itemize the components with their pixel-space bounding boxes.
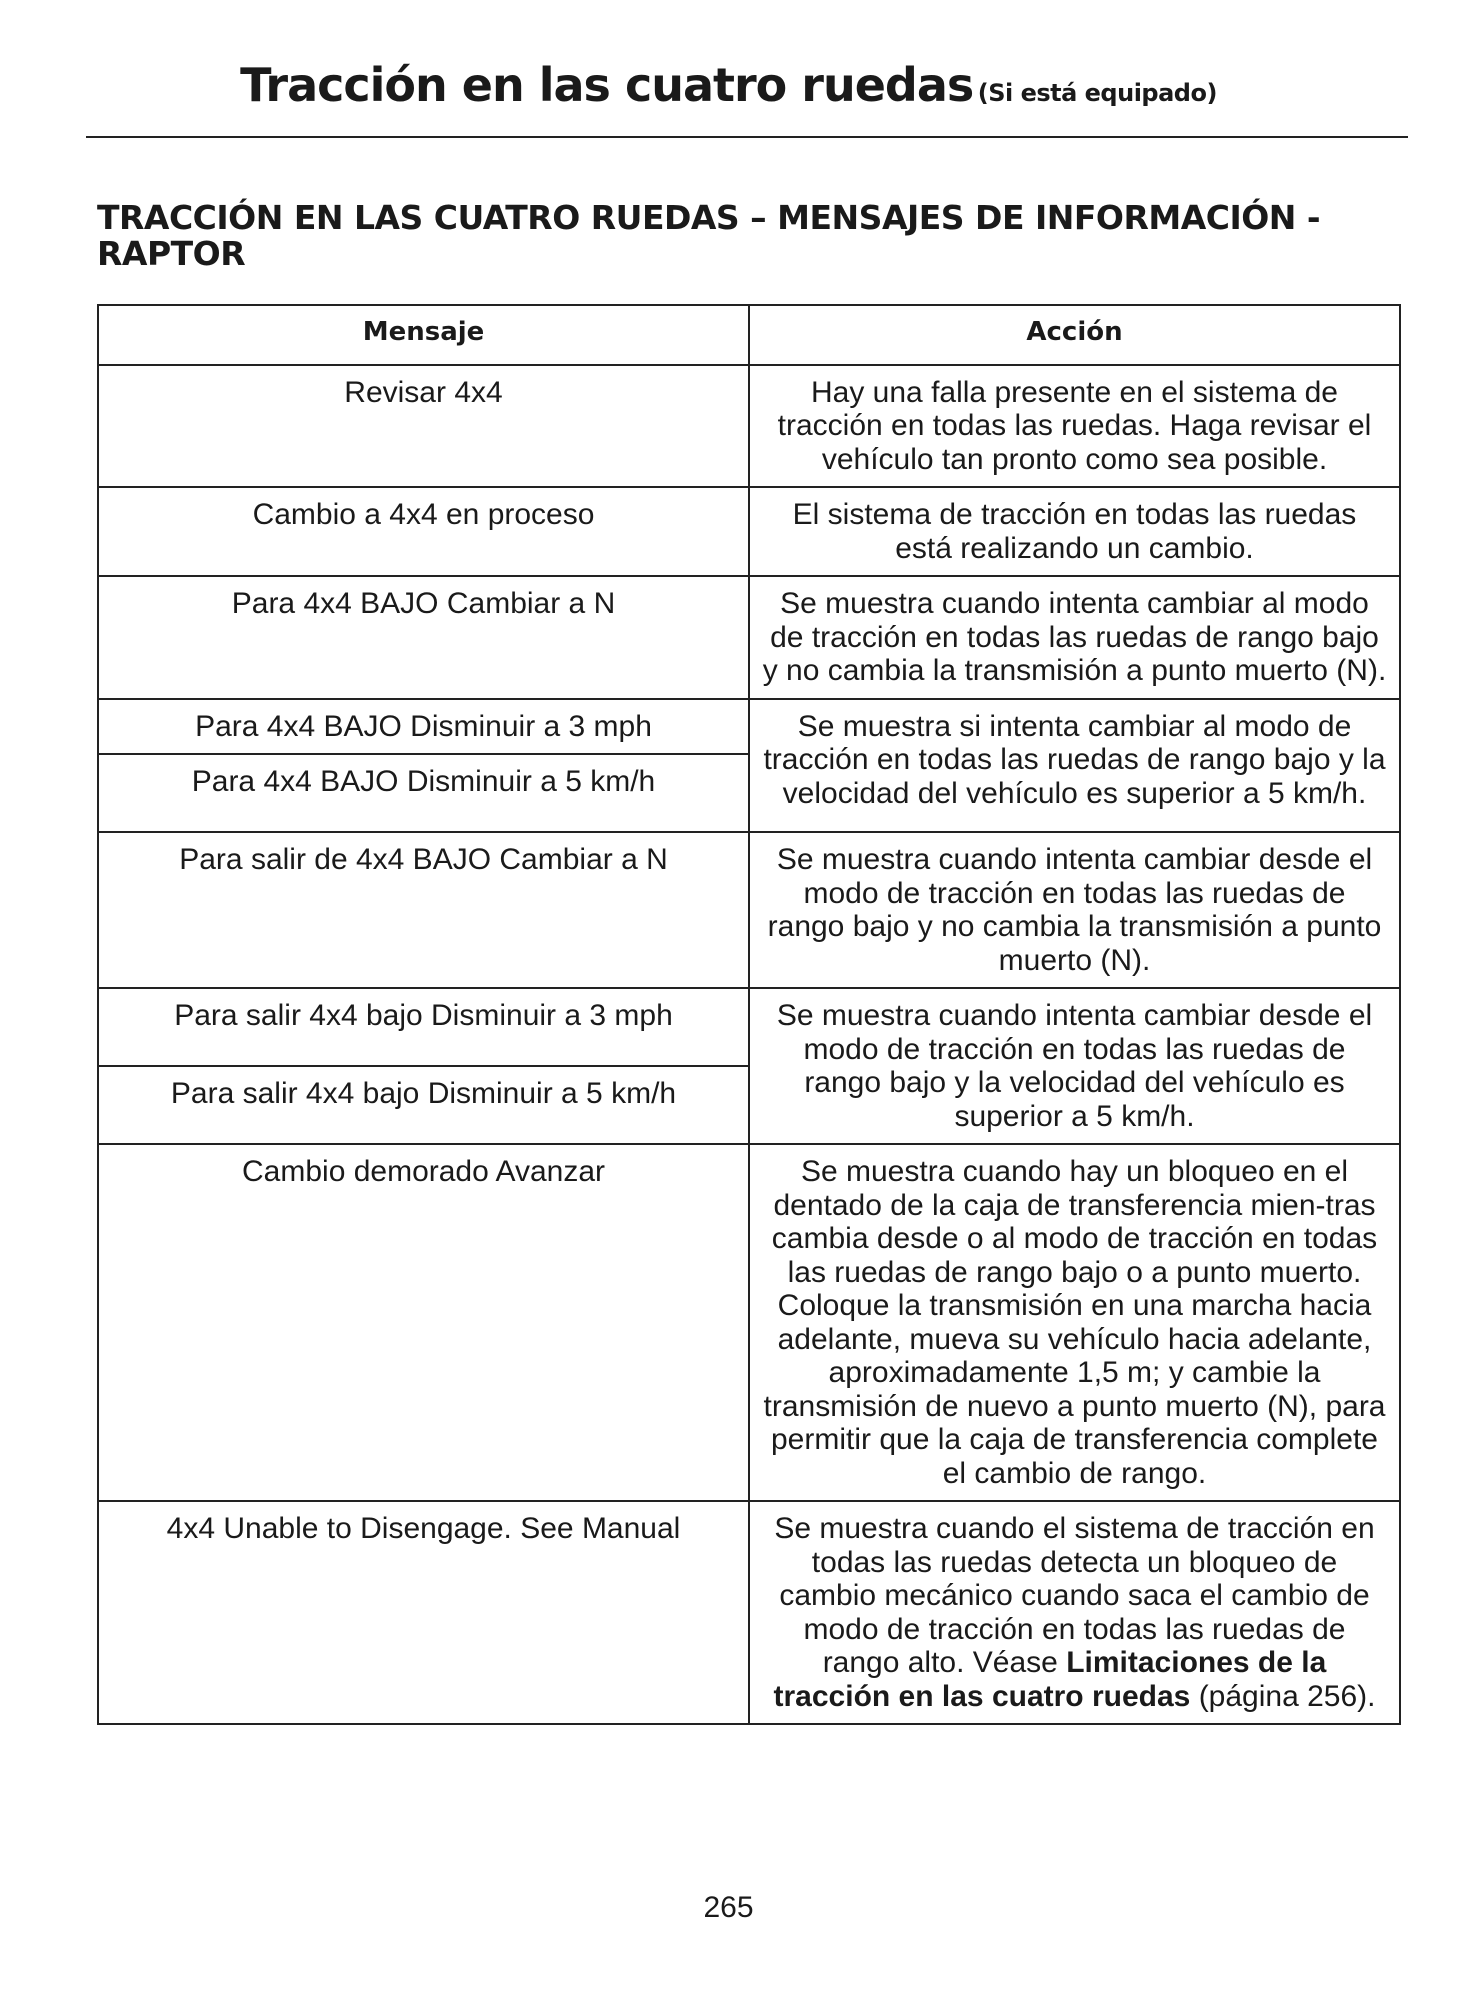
messages-table (97, 304, 1401, 1725)
header-divider (86, 136, 1408, 138)
message-cell: Para 4x4 BAJO Cambiar a N (98, 576, 749, 699)
header-subtitle: (Si está equipado) (977, 79, 1217, 107)
action-cell (749, 1501, 1400, 1724)
table-row (98, 699, 1400, 755)
table-row (98, 988, 1400, 1066)
message-cell: 4x4 Unable to Disengage. See Manual (98, 1501, 749, 1724)
page-reference: (página 256). (1198, 1679, 1376, 1713)
table-row (98, 832, 1400, 988)
table-row (98, 1501, 1400, 1724)
table-row (98, 365, 1400, 488)
page-number: 265 (703, 1891, 754, 1924)
page-header (0, 58, 1457, 112)
column-header-action: Acción (749, 305, 1400, 365)
action-cell: Se muestra cuando intenta cambiar al modo de tracción en todas las ruedas de rango bajo y no cambia la transmisión a punto muerto (N). (749, 576, 1400, 699)
message-cell: Para salir 4x4 bajo Disminuir a 5 km/h (98, 1066, 749, 1144)
message-cell: Para 4x4 BAJO Disminuir a 5 km/h (98, 754, 749, 832)
action-cell: El sistema de tracción en todas las ruedas está realizando un cambio. (749, 487, 1400, 576)
table-row (98, 576, 1400, 699)
cross-reference-link[interactable]: Limitaciones de la tracción en las cuatro ruedas (773, 1646, 1327, 1713)
action-text: Se muestra cuando el sistema de tracción en todas las ruedas detecta un bloqueo de cambio mecánico cuando saca el cambio de modo de tracción en todas las ruedas de rango alto. Véase (774, 1512, 1375, 1679)
header-title: Tracción en las cuatro ruedas (240, 58, 974, 112)
message-cell: Para salir 4x4 bajo Disminuir a 3 mph (98, 988, 749, 1066)
table-row (98, 487, 1400, 576)
table-header-row (98, 305, 1400, 365)
column-header-message: Mensaje (98, 305, 749, 365)
message-cell: Revisar 4x4 (98, 365, 749, 488)
action-cell: Se muestra cuando hay un bloqueo en el dentado de la caja de transferencia mien-tras cambia desde o al modo de tracción en todas las ruedas de rango bajo o a punto muerto. Coloque la transmisión en una marcha hacia adelante, mueva su vehículo hacia adelante, aproximadamente 1,5 m; y cambie la transmisión de nuevo a punto muerto (N), para permitir que la caja de transferencia complete el cambio de rango. (749, 1144, 1400, 1501)
action-cell: Se muestra cuando intenta cambiar desde el modo de tracción en todas las ruedas de rango bajo y no cambia la transmisión a punto muerto (N). (749, 832, 1400, 988)
message-cell: Cambio demorado Avanzar (98, 1144, 749, 1501)
message-cell: Para salir de 4x4 BAJO Cambiar a N (98, 832, 749, 988)
action-cell: Se muestra si intenta cambiar al modo de tracción en todas las ruedas de rango bajo y la velocidad del vehículo es superior a 5 km/h. (749, 699, 1400, 833)
message-cell: Cambio a 4x4 en proceso (98, 487, 749, 576)
action-cell: Hay una falla presente en el sistema de tracción en todas las ruedas. Haga revisar el vehículo tan pronto como sea posible. (749, 365, 1400, 488)
message-cell: Para 4x4 BAJO Disminuir a 3 mph (98, 699, 749, 755)
section-title: TRACCIÓN EN LAS CUATRO RUEDAS – MENSAJES DE INFORMACIÓN - RAPTOR (97, 198, 1321, 273)
table-row (98, 1144, 1400, 1501)
action-cell: Se muestra cuando intenta cambiar desde el modo de tracción en todas las ruedas de rango bajo y la velocidad del vehículo es superior a 5 km/h. (749, 988, 1400, 1144)
